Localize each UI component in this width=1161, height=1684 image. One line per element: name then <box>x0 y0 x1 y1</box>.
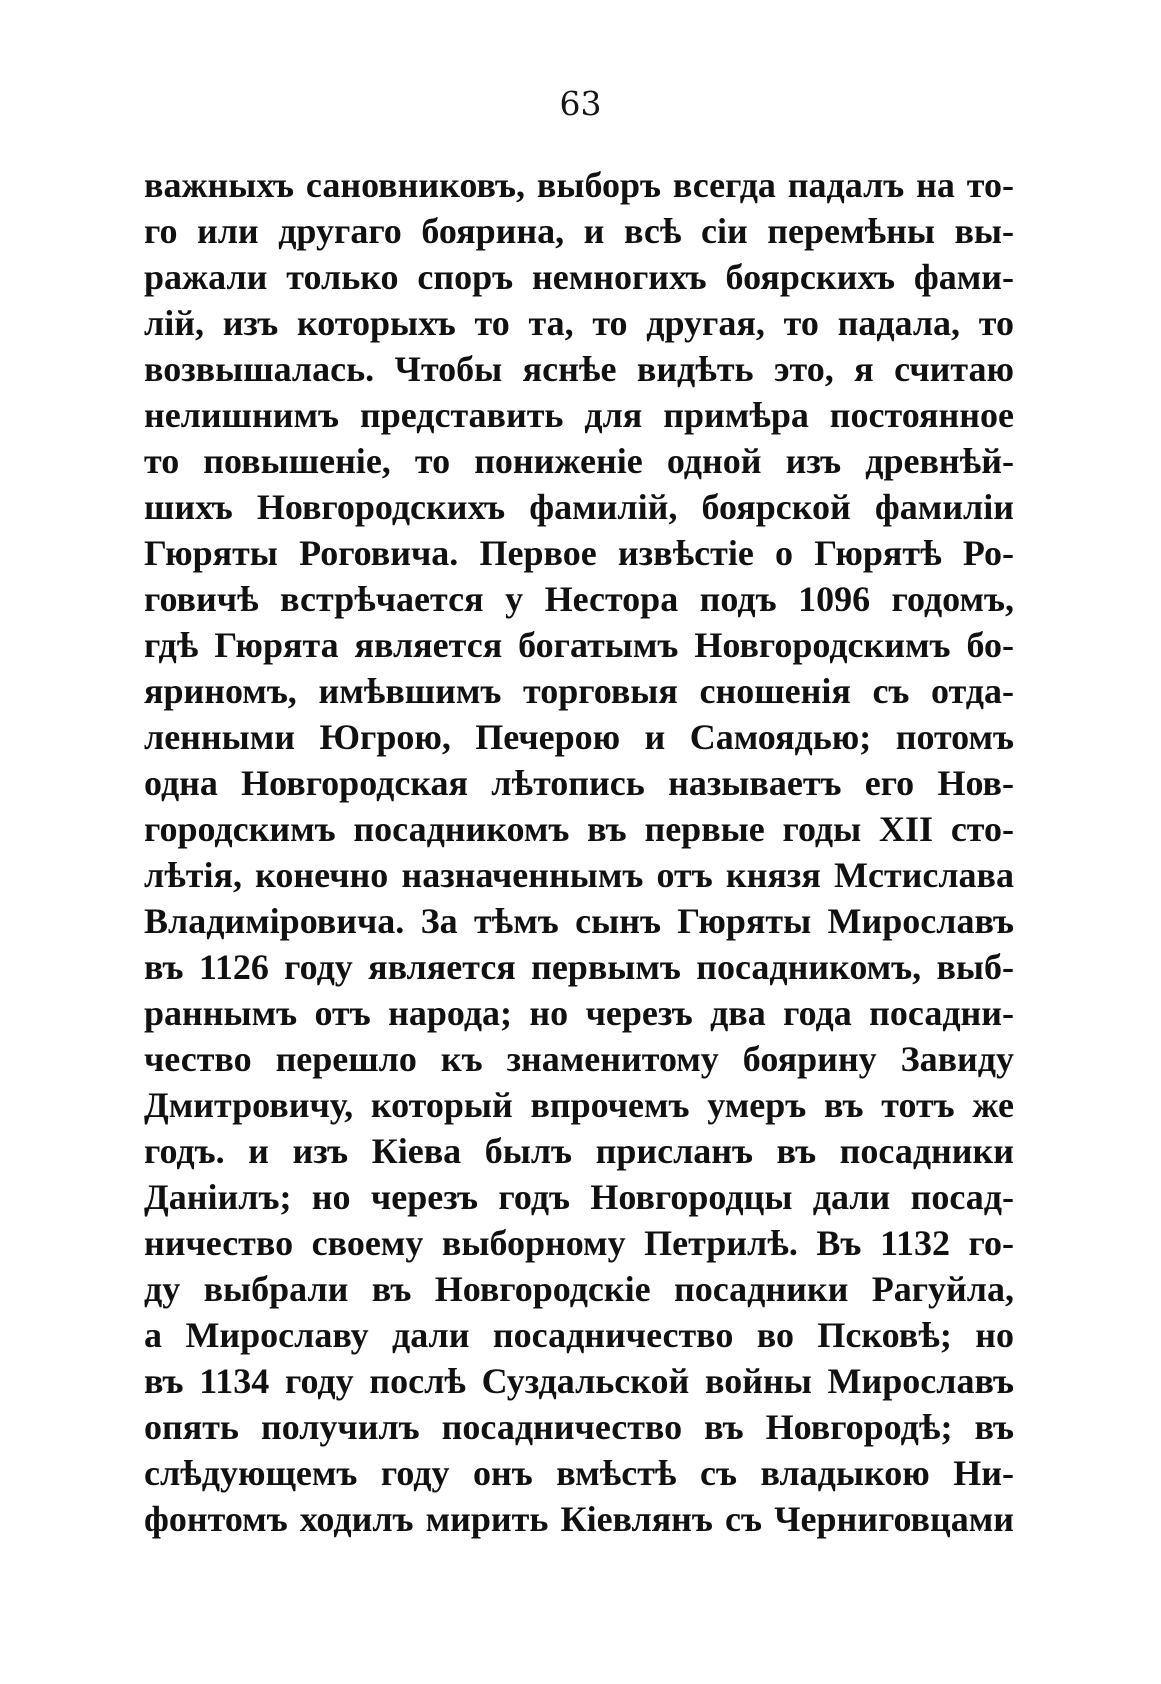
text-line: фонтомъ ходилъ мирить Кіевлянъ съ Черниговцами <box>144 1499 1014 1539</box>
text-line: раннымъ отъ народа; но черезъ два года посадни- <box>144 993 1014 1033</box>
text-line: слѣдующемъ году онъ вмѣстѣ съ владыкою Ни- <box>144 1453 1014 1493</box>
text-line: въ 1126 году является первымъ посадникомъ, выб- <box>144 947 1014 987</box>
text-line: въ 1134 году послѣ Суздальской войны Мирославъ <box>144 1361 1014 1401</box>
text-line: Даніилъ; но черезъ годъ Новгородцы дали посад- <box>144 1177 1014 1217</box>
text-line: гдѣ Гюрята является богатымъ Новгородскимъ бо- <box>144 625 1014 665</box>
text-line: важныхъ сановниковъ, выборъ всегда падалъ на то- <box>144 165 1014 205</box>
text-line: говичѣ встрѣчается у Нестора подъ 1096 годомъ, <box>144 579 1014 619</box>
text-line: ленными Югрою, Печерою и Самоядью; потомъ <box>144 717 1014 757</box>
text-line: нелишнимъ представить для примѣра постоянное <box>144 395 1014 435</box>
text-line: го или другаго боярина, и всѣ сіи перемѣны вы- <box>144 211 1014 251</box>
text-line: Владиміровича. За тѣмъ сынъ Гюряты Мирославъ <box>144 901 1014 941</box>
text-line: шихъ Новгородскихъ фамилій, боярской фамиліи <box>144 487 1014 527</box>
text-line: а Мирославу дали посадничество во Псковѣ; но <box>144 1315 1014 1355</box>
text-line: лѣтія, конечно назначеннымъ отъ князя Мстислава <box>144 855 1014 895</box>
text-line: одна Новгородская лѣтопись называетъ его Нов- <box>144 763 1014 803</box>
text-line: чество перешло къ знаменитому боярину Завиду <box>144 1039 1014 1079</box>
text-line: ничество своему выборному Петрилѣ. Въ 1132 го- <box>144 1223 1014 1263</box>
text-line: ду выбрали въ Новгородскіе посадники Рагуйла, <box>144 1269 1014 1309</box>
body-text <box>144 162 1014 1542</box>
text-line: городскимъ посадникомъ въ первые годы XII сто- <box>144 809 1014 849</box>
text-line: возвышалась. Чтобы яснѣе видѣть это, я считаю <box>144 349 1014 389</box>
text-line: ражали только споръ немногихъ боярскихъ фами- <box>144 257 1014 297</box>
text-line: яриномъ, имѣвшимъ торговыя сношенія съ отда- <box>144 671 1014 711</box>
text-line: Дмитровичу, который впрочемъ умеръ въ тотъ же <box>144 1085 1014 1125</box>
text-line: то повышеніе, то пониженіе одной изъ древнѣй- <box>144 441 1014 481</box>
text-line: годъ. и изъ Кіева былъ присланъ въ посадники <box>144 1131 1014 1171</box>
text-line: лій, изъ которыхъ то та, то другая, то падала, то <box>144 303 1014 343</box>
page-number: 63 <box>559 84 602 123</box>
text-line: опять получилъ посадничество въ Новгородѣ; въ <box>144 1407 1014 1447</box>
text-line: Гюряты Роговича. Первое извѣстіе о Гюрятѣ Ро- <box>144 533 1014 573</box>
